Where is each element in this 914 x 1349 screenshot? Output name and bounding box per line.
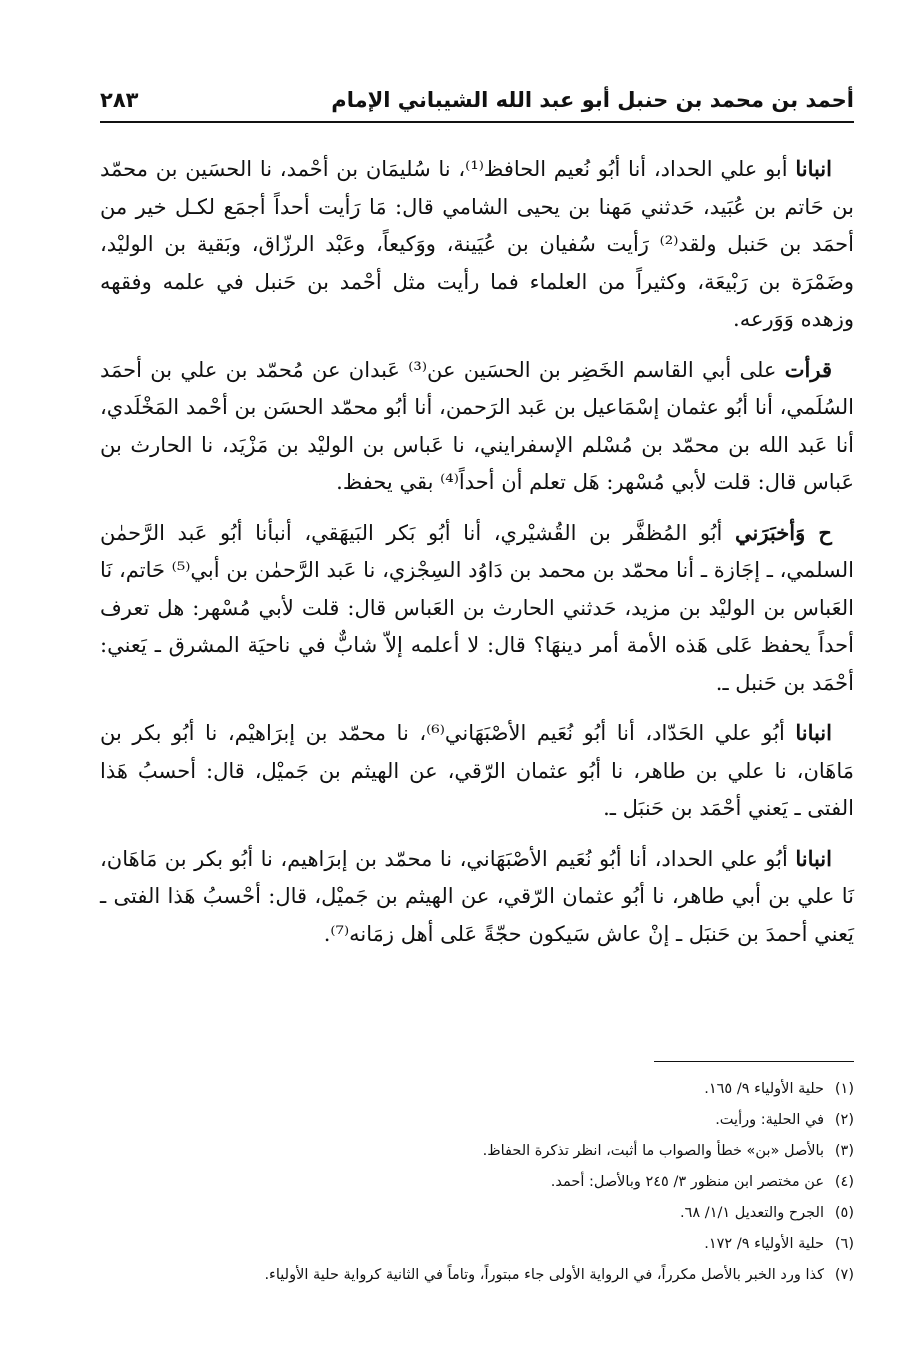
paragraph-5 <box>100 840 854 954</box>
paragraph-text: أبُو المُظفَّر بن القُشيْري، أنا أبُو بَكر البَيهَقي، أنبأنا أبُو عَبد الرَّحمٰن السلمي، ـ إجَازة ـ أنا محمّد بن محمد بن دَاوُد السِجْزي، نا عَبد الرَّحمٰن بن أبي⁽⁵⁾ حَاتم، نَا العَباس بن الوليْد بن مزيد، حَدثني الحارث بن العَباس قال: قلت لأبي مُسْهر: هل تعرف أحداً يحفظ عَلى هَذه الأمة أمر دينهَا؟ قال: لا أعلمه إلاّ شابٌّ في ناحيَة المشرق ـ يَعني: أحْمَد بن حَنبل ـ. <box>100 520 854 695</box>
paragraph-lead: انبانا <box>795 156 832 181</box>
footnote-text: كذا ورد الخبر بالأصل مكرراً، في الرواية الأولى جاء مبتوراً، وتاماً في الثانية كرواية حلية الأولياء. <box>264 1267 824 1283</box>
footnote-text: حلية الأولياء ٩/ ١٦٥. <box>704 1081 824 1097</box>
running-title: أحمد بن محمد بن حنبل أبو عبد الله الشيباني الإمام <box>331 88 854 112</box>
footnote-text: بالأصل «بن» خطأ والصواب ما أثبت، انظر تذكرة الحفاظ. <box>482 1143 824 1159</box>
footnote-text: حلية الأولياء ٩/ ١٧٢. <box>704 1236 824 1252</box>
paragraph-text: أبُو علي الحداد، أنا أبُو نُعَيم الأصْبَهَاني، نا محمّد بن إبرَاهيم، نا أبُو بكر بن مَاهَان، نَا علي بن أبي طاهر، نا أبُو عثمان الرّقي، عن الهيثم بن جَميْل، قال: أحْسبُ هَذا الفتى ـ يَعني أحمدَ بن حَنبَل ـ إنْ عاش سَيكون حجّةً عَلى أهل زمَانه⁽⁷⁾. <box>100 846 854 946</box>
paragraph-2 <box>100 351 854 502</box>
running-header <box>100 86 854 120</box>
paragraph-lead: انبانا <box>795 845 832 871</box>
page-number: ٢٨٣ <box>100 88 139 112</box>
footnote-text: عن مختصر ابن منظور ٣/ ٢٤٥ وبالأصل: أحمد. <box>550 1174 824 1190</box>
footnote-text: في الحلية: ورأيت. <box>715 1112 824 1128</box>
paragraph-3 <box>100 514 854 703</box>
footnote-number: (٣) <box>834 1143 854 1159</box>
footnote-number: (٥) <box>834 1205 854 1221</box>
footnote-number: (٧) <box>834 1267 854 1283</box>
footnote-5 <box>100 1198 854 1229</box>
footnote-number: (٦) <box>834 1236 854 1252</box>
footnote-text: الجرح والتعديل ١/١/ ٦٨. <box>680 1205 824 1221</box>
paragraph-lead: انبانا <box>795 720 832 745</box>
footnote-number: (١) <box>834 1081 854 1097</box>
footnote-4 <box>100 1167 854 1198</box>
footnote-2 <box>100 1105 854 1136</box>
footnote-number: (٢) <box>834 1112 854 1128</box>
paragraph-text: أبُو علي الحَدّاد، أنا أبُو نُعَيم الأصْبَهَاني⁽⁶⁾، نا محمّد بن إبرَاهيْم، نا أبُو بكر بن مَاهَان، نا علي بن طاهر، نا أبُو عثمان الرّقي، عن الهيثم بن جَميْل، قال: أحسبُ هَذا الفتى ـ يَعني أحْمَد بن حَنبَل ـ. <box>100 721 854 820</box>
paragraph-4 <box>100 714 854 828</box>
paragraph-lead: ح وَأخبَرَني <box>734 519 832 545</box>
paragraph-1 <box>100 150 854 339</box>
footnote-1 <box>100 1074 854 1105</box>
footnote-7 <box>100 1260 854 1291</box>
footnote-number: (٤) <box>834 1174 854 1190</box>
main-text <box>100 150 854 965</box>
paragraph-text: على أبي القاسم الخَضِر بن الحسَين عن⁽³⁾ عَبدان عن مُحمّد بن علي بن أحمَد السُلَمي، أنا أبُو عثمان إسْمَاعيل بن عَبد الرَحمن، أنا أبُو محمّد الحسَن بن أحْمد المَخْلَدي، أنا عَبد الله بن محمّد بن مُسْلم الإسفرايني، نا عَباس بن الوليْد بن مَزْيَد، نا الحارث بن عَباس قال: قلت لأبي مُسْهر: هَل تعلم أن أحداً⁽⁴⁾ بقي يحفظ. <box>100 357 854 494</box>
footnote-separator <box>654 1061 854 1062</box>
footnotes-list <box>100 1074 854 1291</box>
paragraph-text: أبو علي الحداد، أنا أبُو نُعيم الحافظ⁽¹⁾، نا سُليمَان بن أحْمد، نا الحسَين بن محمّد بن حَاتم بن عُبَيد، حَدثني مَهنا بن يحيى الشامي قال: مَا رَأيت أحداً أجمَع لكـل خير من أحمَد بن حَنبل ولقد⁽²⁾ رَأيت سُفيان بن عُيَينة، ووَكيعاً، وعَبْد الرزّاق، وبَقية بن الوليْد، وضَمْرَة بن رَبْيعَة، وكثيراً من العلماء فما رأيت مثل أحْمد بن حَنبل في علمه وفقهه وزهده وَوَرعه. <box>100 157 854 331</box>
paragraph-lead: قرأت <box>784 356 832 382</box>
footnote-3 <box>100 1136 854 1167</box>
header-rule <box>100 121 854 123</box>
footnote-6 <box>100 1229 854 1260</box>
